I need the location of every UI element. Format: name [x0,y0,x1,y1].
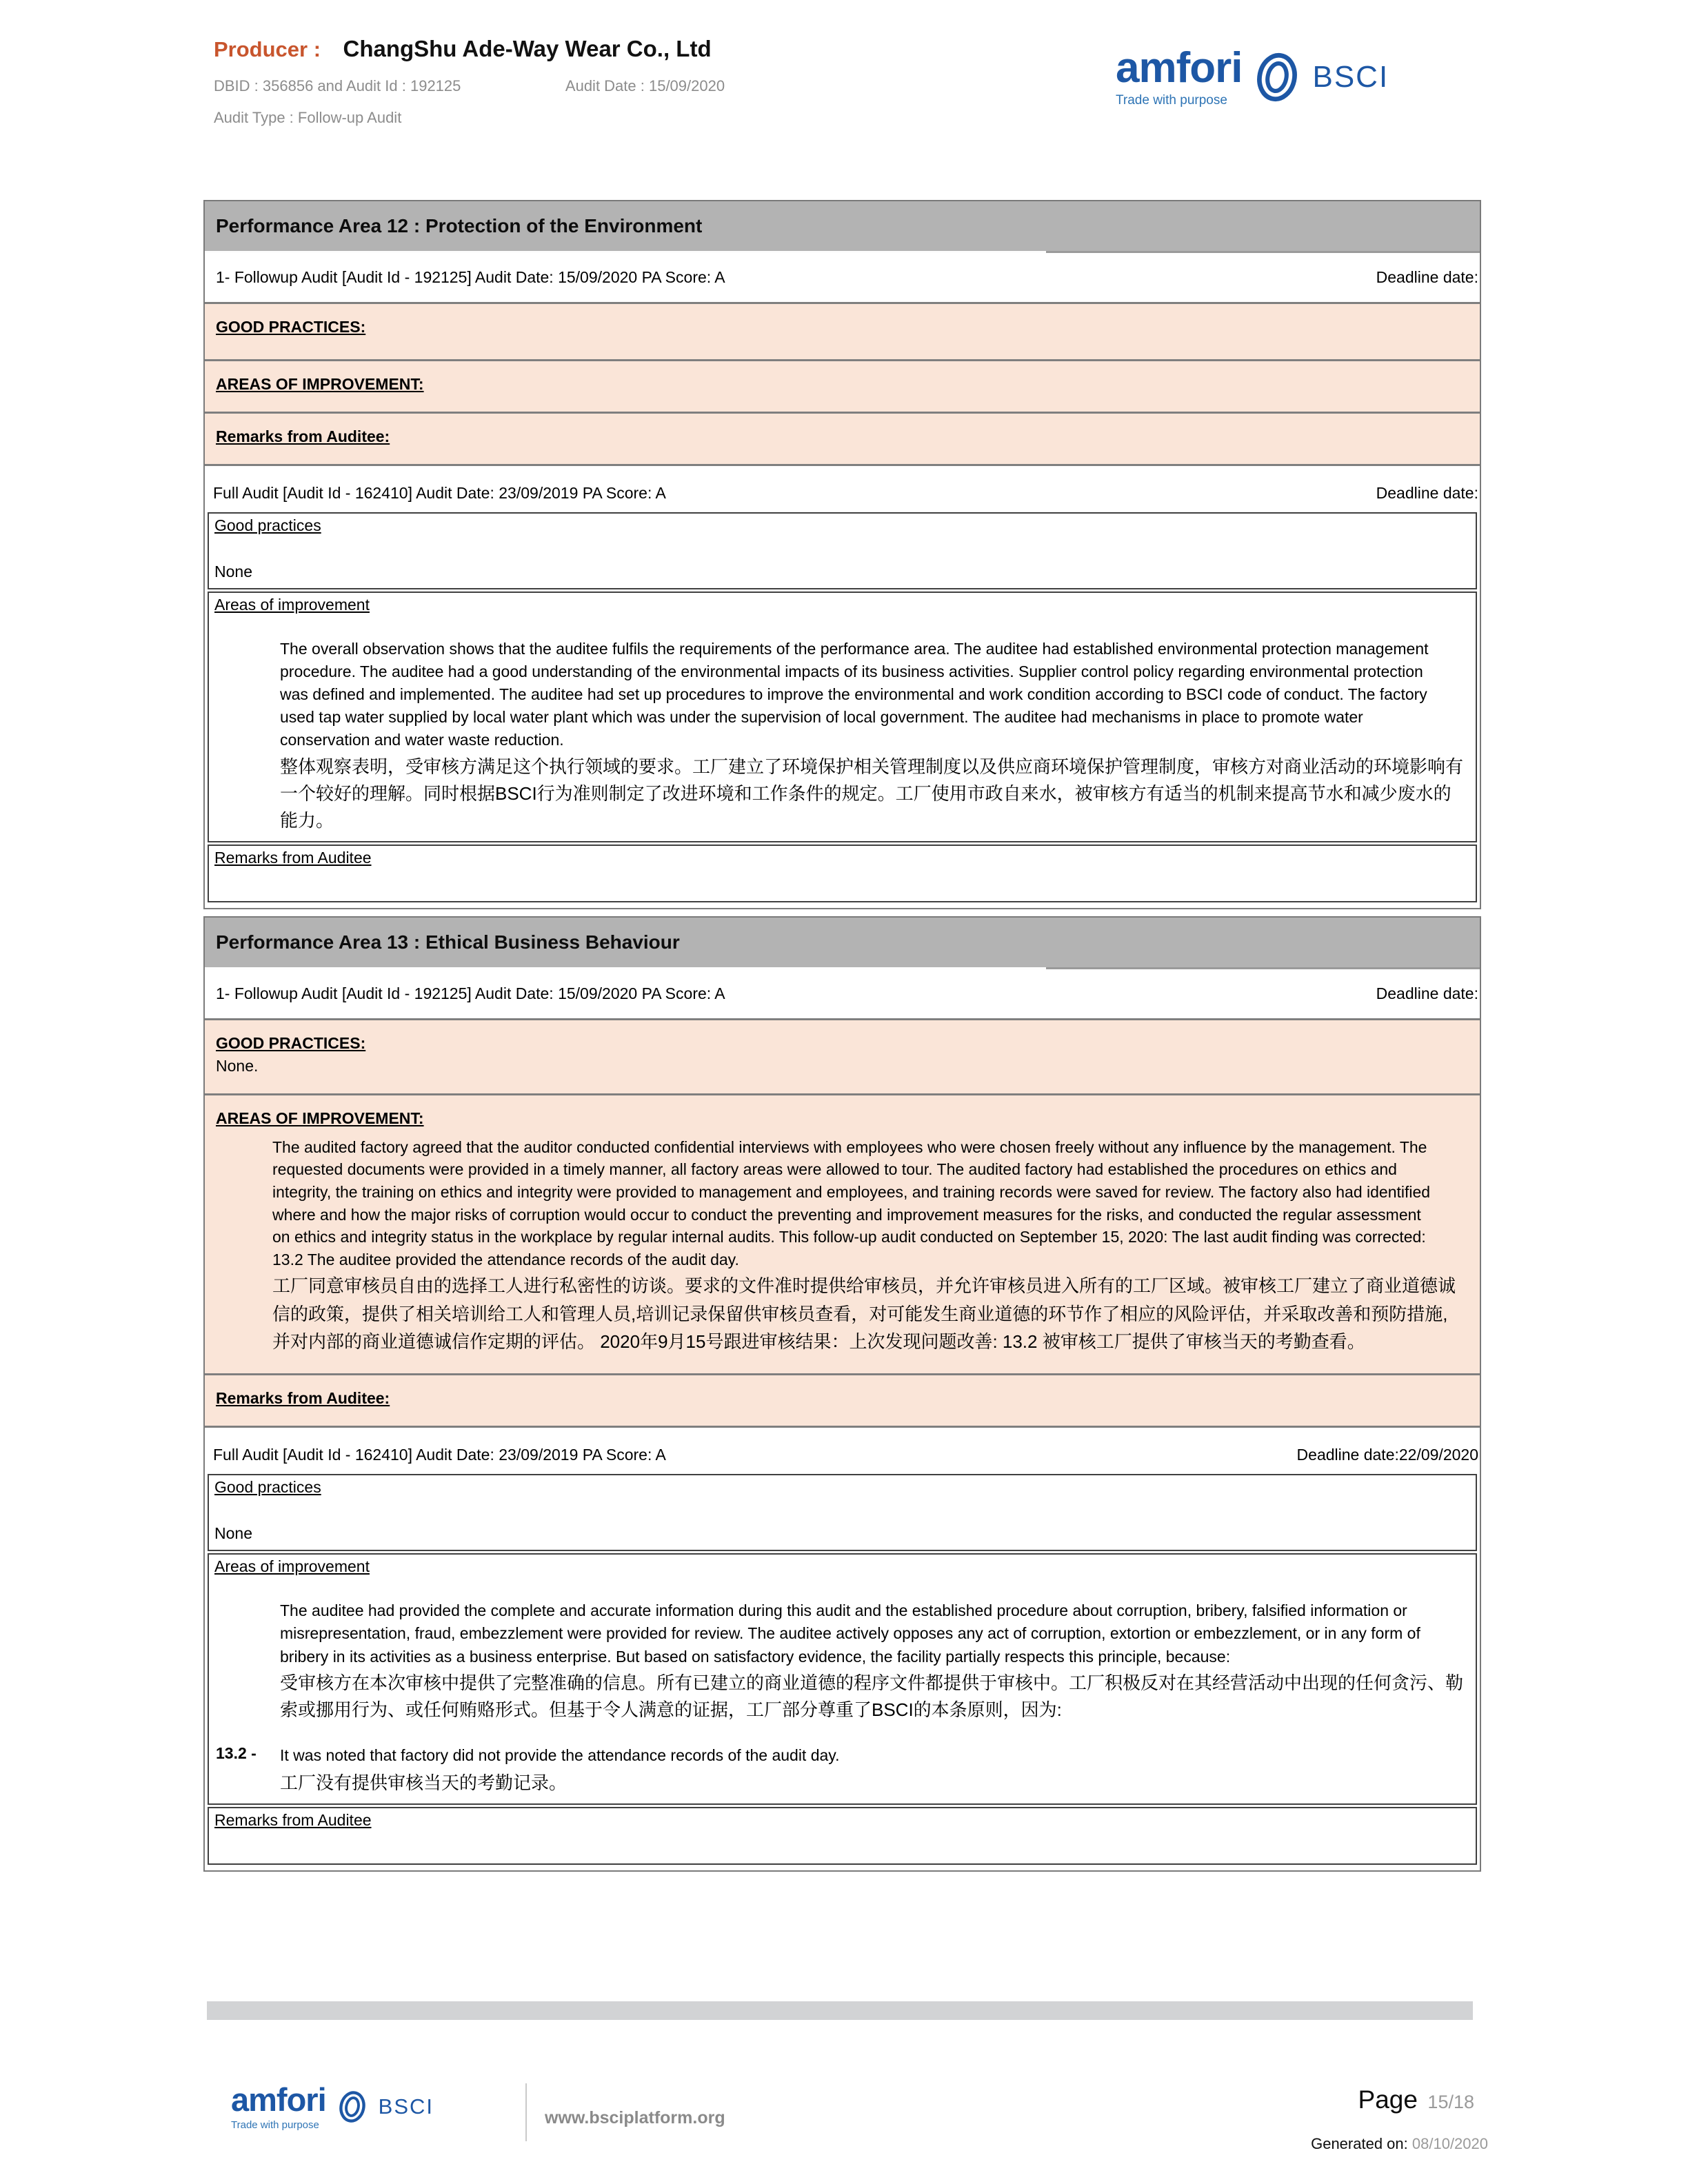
pa12-good-practices-box [208,512,1477,589]
pa13-good-practices-value: None. [216,1056,259,1075]
audit-meta-line [214,77,725,95]
finding-id: 13.2 - [216,1743,257,1762]
pa12-remarks-label: Remarks from Auditee: [216,427,390,445]
pa12-followup-line: 1- Followup Audit [Audit Id - 192125] Audit Date: 15/09/2020 PA Score: A [216,268,725,286]
generated-on-date: 08/10/2020 [1411,2135,1488,2152]
pa13-aoi-box-text-zh: 受审核方在本次审核中提供了完整准确的信息。所有已建立的商业道德的程序文件都提供于审核中。工厂积极反对在其经营活动中出现的任何贪污、勒索或挪用行为、或任何贿赂形式。但基于令人满意的证据，工厂部分尊重了BSCI的本条原则，因为: [280,1672,1464,1720]
audit-report-body [203,200,1481,1879]
pa12-box-remarks-label: Remarks from Auditee [214,848,372,867]
pa13-full-audit-row [205,1428,1480,1474]
pa13-aoi-label: AREAS OF IMPROVEMENT: [216,1109,424,1127]
document-header [214,36,725,127]
footer-bsci-wordmark: BSCI [378,2094,434,2119]
pa13-followup-line: 1- Followup Audit [Audit Id - 192125] Audit Date: 15/09/2020 PA Score: A [216,984,725,1002]
footer-amfori-swirl-icon [336,2088,369,2125]
finding-text-en: It was noted that factory did not provide the attendance records of the audit day. [280,1746,840,1764]
pa13-remarks-row [205,1375,1480,1428]
pa12-remarks-row [205,414,1480,466]
pa13-remarks-label: Remarks from Auditee: [216,1389,390,1408]
pa13-aoi-text-zh: 工厂同意审核员自由的选择工人进行私密性的访谈。要求的文件准时提供给审核员，并允许审核员进入所有的工厂区域。被审核工厂建立了商业道德诚信的政策，提供了相关培训给工人和管理人员,培训记录保留供审核员查看，对可能发生商业道德的环节作了相应的风险评估，并采取改善和预防措施,并对内部的商业道德诚信作定期的评估。 2020年9月15号跟进审核结果：上次发现问题改善: 13.2 被审核工厂提供了审核当天的考勤查看。 [272,1275,1456,1353]
page-label: Page [1358,2085,1418,2114]
pa12-full-audit-line: Full Audit [Audit Id - 162410] Audit Date: 23/09/2019 PA Score: A [213,484,666,502]
pa12-box-aoi-label: Areas of improvement [214,596,370,614]
pa12-title: Performance Area 12 : Protection of the Environment [205,201,1480,253]
footer-page-info [1034,2085,1488,2153]
producer-name: ChangShu Ade-Way Wear Co., Ltd [343,36,712,61]
pa12-full-audit-deadline: Deadline date: [1376,484,1478,502]
pa13-box-good-practices-label: Good practices [214,1478,321,1497]
pa13-aoi-box-text-en: The auditee had provided the complete and accurate information during this audit and the established procedure about corruption, bribery, falsified information or misrepresentation, fraud, embezzlement were provided for review. The auditee actively opposes any act of corruption, extortion or embezzlement, or in any form of bribery in its activities as a business enterprise. But based on satisfactory evidence, the facility partially respects this principle, because: [280,1601,1420,1666]
pa13-title: Performance Area 13 : Ethical Business Behaviour [205,918,1480,969]
footer-vertical-divider [525,2083,527,2141]
pa13-box-good-practices-value: None [214,1524,252,1543]
pa13-full-audit-deadline: Deadline date:22/09/2020 [1296,1446,1478,1464]
producer-line [214,36,725,62]
page-number: 15/18 [1427,2092,1474,2112]
producer-label: Producer : [214,37,321,61]
pa12-followup-row [205,253,1480,304]
pa12-aoi-box [208,592,1477,842]
dbid-audit-id: DBID : 356856 and Audit Id : 192125 [214,77,461,94]
pa13-box-aoi-label: Areas of improvement [214,1557,370,1576]
pa12-full-audit-row [205,466,1480,512]
footer-amfori-tagline: Trade with purpose [231,2119,319,2131]
pa12-aoi-label: AREAS OF IMPROVEMENT: [216,375,424,393]
pa13-followup-deadline: Deadline date: [1376,984,1478,1002]
performance-area-12-section [203,200,1481,909]
pa13-followup-row [205,969,1480,1020]
generated-on-label: Generated on: [1311,2135,1408,2152]
pa13-full-audit-boxes [205,1474,1480,1870]
pa13-aoi-row [205,1095,1480,1376]
footer-website-link[interactable]: www.bsciplatform.org [545,2108,725,2127]
footer-amfori-wordmark: amfori [231,2081,326,2118]
footer-divider-bar [207,2001,1473,2020]
performance-area-13-section [203,916,1481,1872]
pa12-good-practices-label: GOOD PRACTICES: [216,318,366,336]
amfori-tagline: Trade with purpose [1116,93,1227,108]
pa12-aoi-row [205,361,1480,414]
pa12-aoi-text-en: The overall observation shows that the auditee fulfils the requirements of the performance area. The auditee had established environmental protection management procedure. The auditee had a good understanding of the environmental impacts of its business activities. Supplier control policy regarding environmental protection was defined and implemented. The auditee had set up procedures to improve the environmental and work condition according to BSCI code of conduct. The factory used tap water supplied by local water plant which was under the supervision of local government. The auditee had mechanisms in place to promote water conservation and water waste reduction. [280,640,1429,749]
pa12-good-practices-row [205,304,1480,361]
pa13-aoi-text-en: The audited factory agreed that the auditor conducted confidential interviews with employees who were chosen freely without any influence by the management. The requested documents were provided in a timely manner, all factory areas were allowed to tour. The audited factory had established the procedures on ethics and integrity, the training on ethics and integrity were provided to management and employees, and training records were saved for review. The factory also had identified where and how the major risks of corruption would occur to conduct the preventing and improvement measures for the risks, and conducted the regular assessment on ethics and integrity status in the workplace by regular internal audits. This follow-up audit conducted on September 15, 2020: The last audit finding was corrected: 13.2 The auditee provided the attendance records of the audit day. [272,1138,1431,1268]
pa12-box-good-practices-label: Good practices [214,516,321,534]
finding-text-zh: 工厂没有提供审核当天的考勤记录。 [280,1772,567,1793]
audit-type: Audit Type : Follow-up Audit [214,109,402,126]
pa12-followup-deadline: Deadline date: [1376,268,1478,286]
pa12-remarks-box [208,845,1477,902]
amfori-swirl-icon [1252,49,1303,105]
pa13-good-practices-label: GOOD PRACTICES: [216,1033,366,1052]
amfori-bsci-logo [1116,44,1389,108]
pa12-box-good-practices-value: None [214,563,252,580]
audit-date: Audit Date : 15/09/2020 [565,77,725,94]
pa13-remarks-box [208,1807,1477,1865]
amfori-wordmark: amfori [1116,44,1243,92]
pa13-good-practices-row [205,1020,1480,1095]
pa13-aoi-box [208,1553,1477,1804]
pa13-box-remarks-label: Remarks from Auditee [214,1810,372,1829]
pa12-full-audit-boxes [205,512,1480,908]
footer-amfori-bsci-logo [231,2083,434,2130]
bsci-wordmark: BSCI [1312,59,1389,94]
pa13-good-practices-box [208,1474,1477,1551]
pa13-full-audit-line: Full Audit [Audit Id - 162410] Audit Date: 23/09/2019 PA Score: A [213,1446,666,1464]
pa13-finding-13-2 [214,1744,1470,1797]
pa12-aoi-text-zh: 整体观察表明，受审核方满足这个执行领域的要求。工厂建立了环境保护相关管理制度以及供应商环境保护管理制度，审核方对商业活动的环境影响有一个较好的理解。同时根据BSCI行为准则制定了改进环境和工作条件的规定。工厂使用市政自来水，被审核方有适当的机制来提高节水和减少废水的能力。 [280,756,1464,831]
